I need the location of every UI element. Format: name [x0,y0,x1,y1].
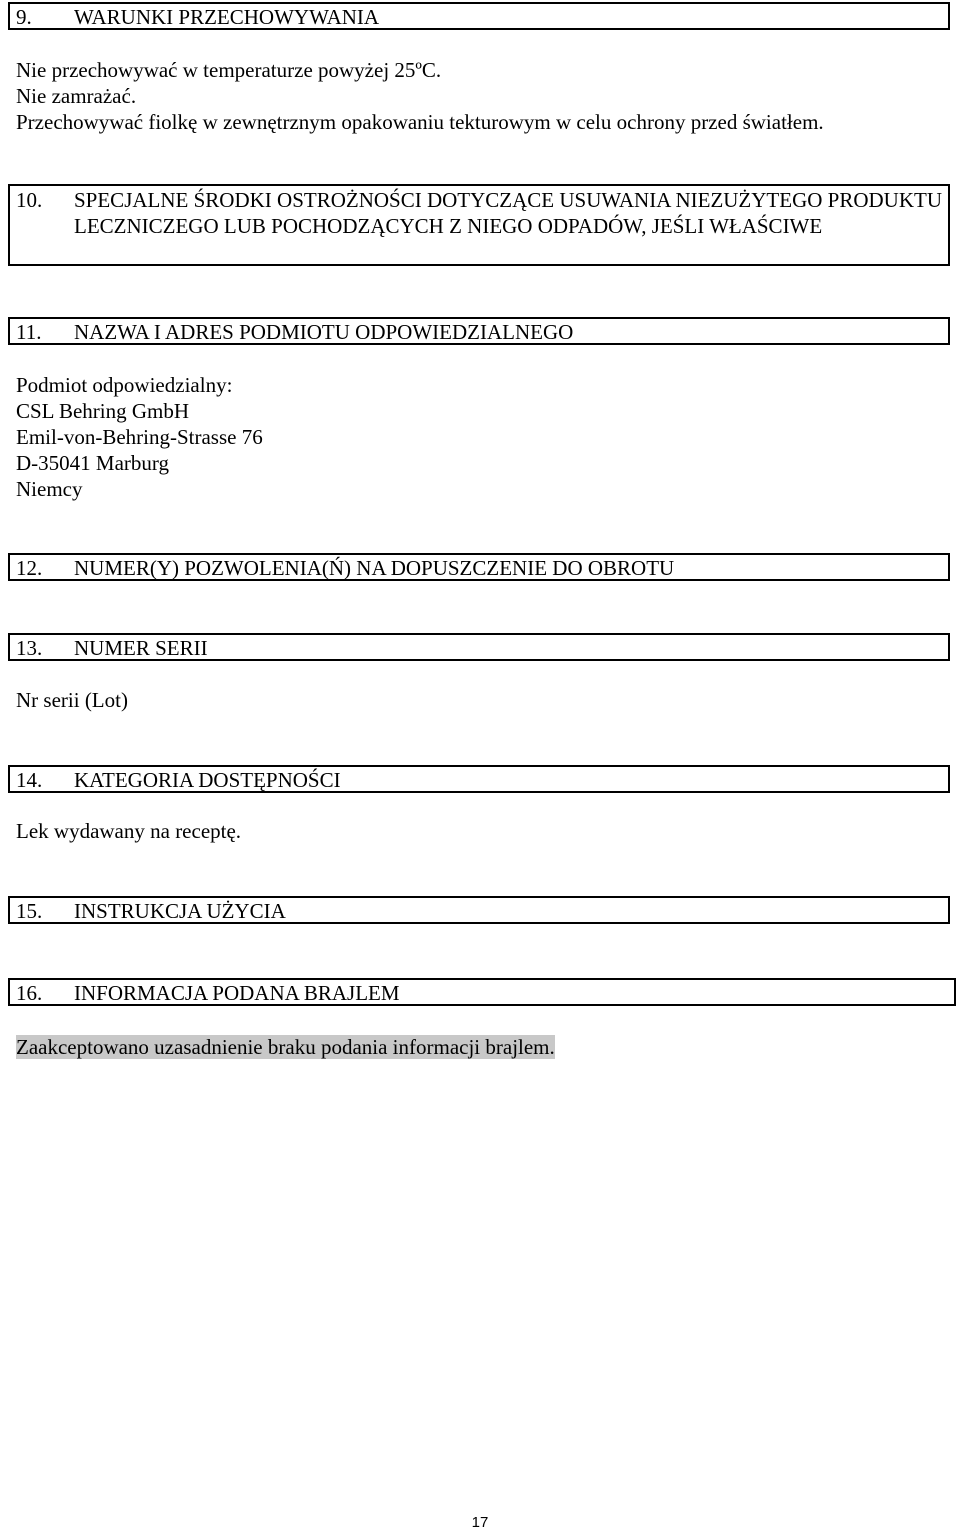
section-9-number: 9. [16,5,32,29]
storage-line-3: Przechowywać fiolkę w zewnętrznym opakowaniu tekturowym w celu ochrony przed światłem. [16,110,824,134]
section-10-number: 10. [16,188,43,212]
section-13-title: NUMER SERII [74,636,208,660]
section-12-title: NUMER(Y) POZWOLENIA(Ń) NA DOPUSZCZENIE DO OBROTU [74,556,675,580]
mah-city: D-35041 Marburg [16,451,170,475]
section-11-title: NAZWA I ADRES PODMIOTU ODPOWIEDZIALNEGO [74,320,574,344]
section-15-title: INSTRUKCJA UŻYCIA [74,899,286,923]
section-12-number: 12. [16,556,43,580]
page-number: 17 [471,1514,489,1531]
section-14-title: KATEGORIA DOSTĘPNOŚCI [74,768,341,792]
section-15-number: 15. [16,899,43,923]
mah-street: Emil-von-Behring-Strasse 76 [16,425,263,449]
section-16-title: INFORMACJA PODANA BRAJLEM [74,981,400,1005]
braille-statement [16,1034,555,1060]
braille-statement-highlight: Zaakceptowano uzasadnienie braku podania informacji brajlem. [16,1035,555,1059]
mah-company: CSL Behring GmbH [16,399,190,423]
section-10-header [8,184,950,266]
section-14-number: 14. [16,768,43,792]
batch-number-label: Nr serii (Lot) [16,688,128,712]
section-16-number: 16. [16,981,43,1005]
section-11-header [8,317,950,345]
section-12-header [8,553,950,581]
availability-category: Lek wydawany na receptę. [16,819,242,843]
section-10-title: SPECJALNE ŚRODKI OSTROŻNOŚCI DOTYCZĄCE USUWANIA NIEZUŻYTEGO PRODUKTU LECZNICZEGO LUB POCHODZĄCYCH Z NIEGO ODPADÓW, JEŚLI WŁAŚCIWE [74,188,943,238]
section-13-number: 13. [16,636,43,660]
section-9-title: WARUNKI PRZECHOWYWANIA [74,5,380,29]
mah-country: Niemcy [16,477,83,501]
storage-line-1: Nie przechowywać w temperaturze powyżej 25ºC. [16,58,442,82]
section-11-number: 11. [16,320,42,344]
section-16-header [8,978,956,1006]
section-13-header [8,633,950,661]
section-9-header [8,2,950,30]
mah-label: Podmiot odpowiedzialny: [16,373,233,397]
storage-line-2: Nie zamrażać. [16,84,137,108]
section-14-header [8,765,950,793]
section-15-header [8,896,950,924]
